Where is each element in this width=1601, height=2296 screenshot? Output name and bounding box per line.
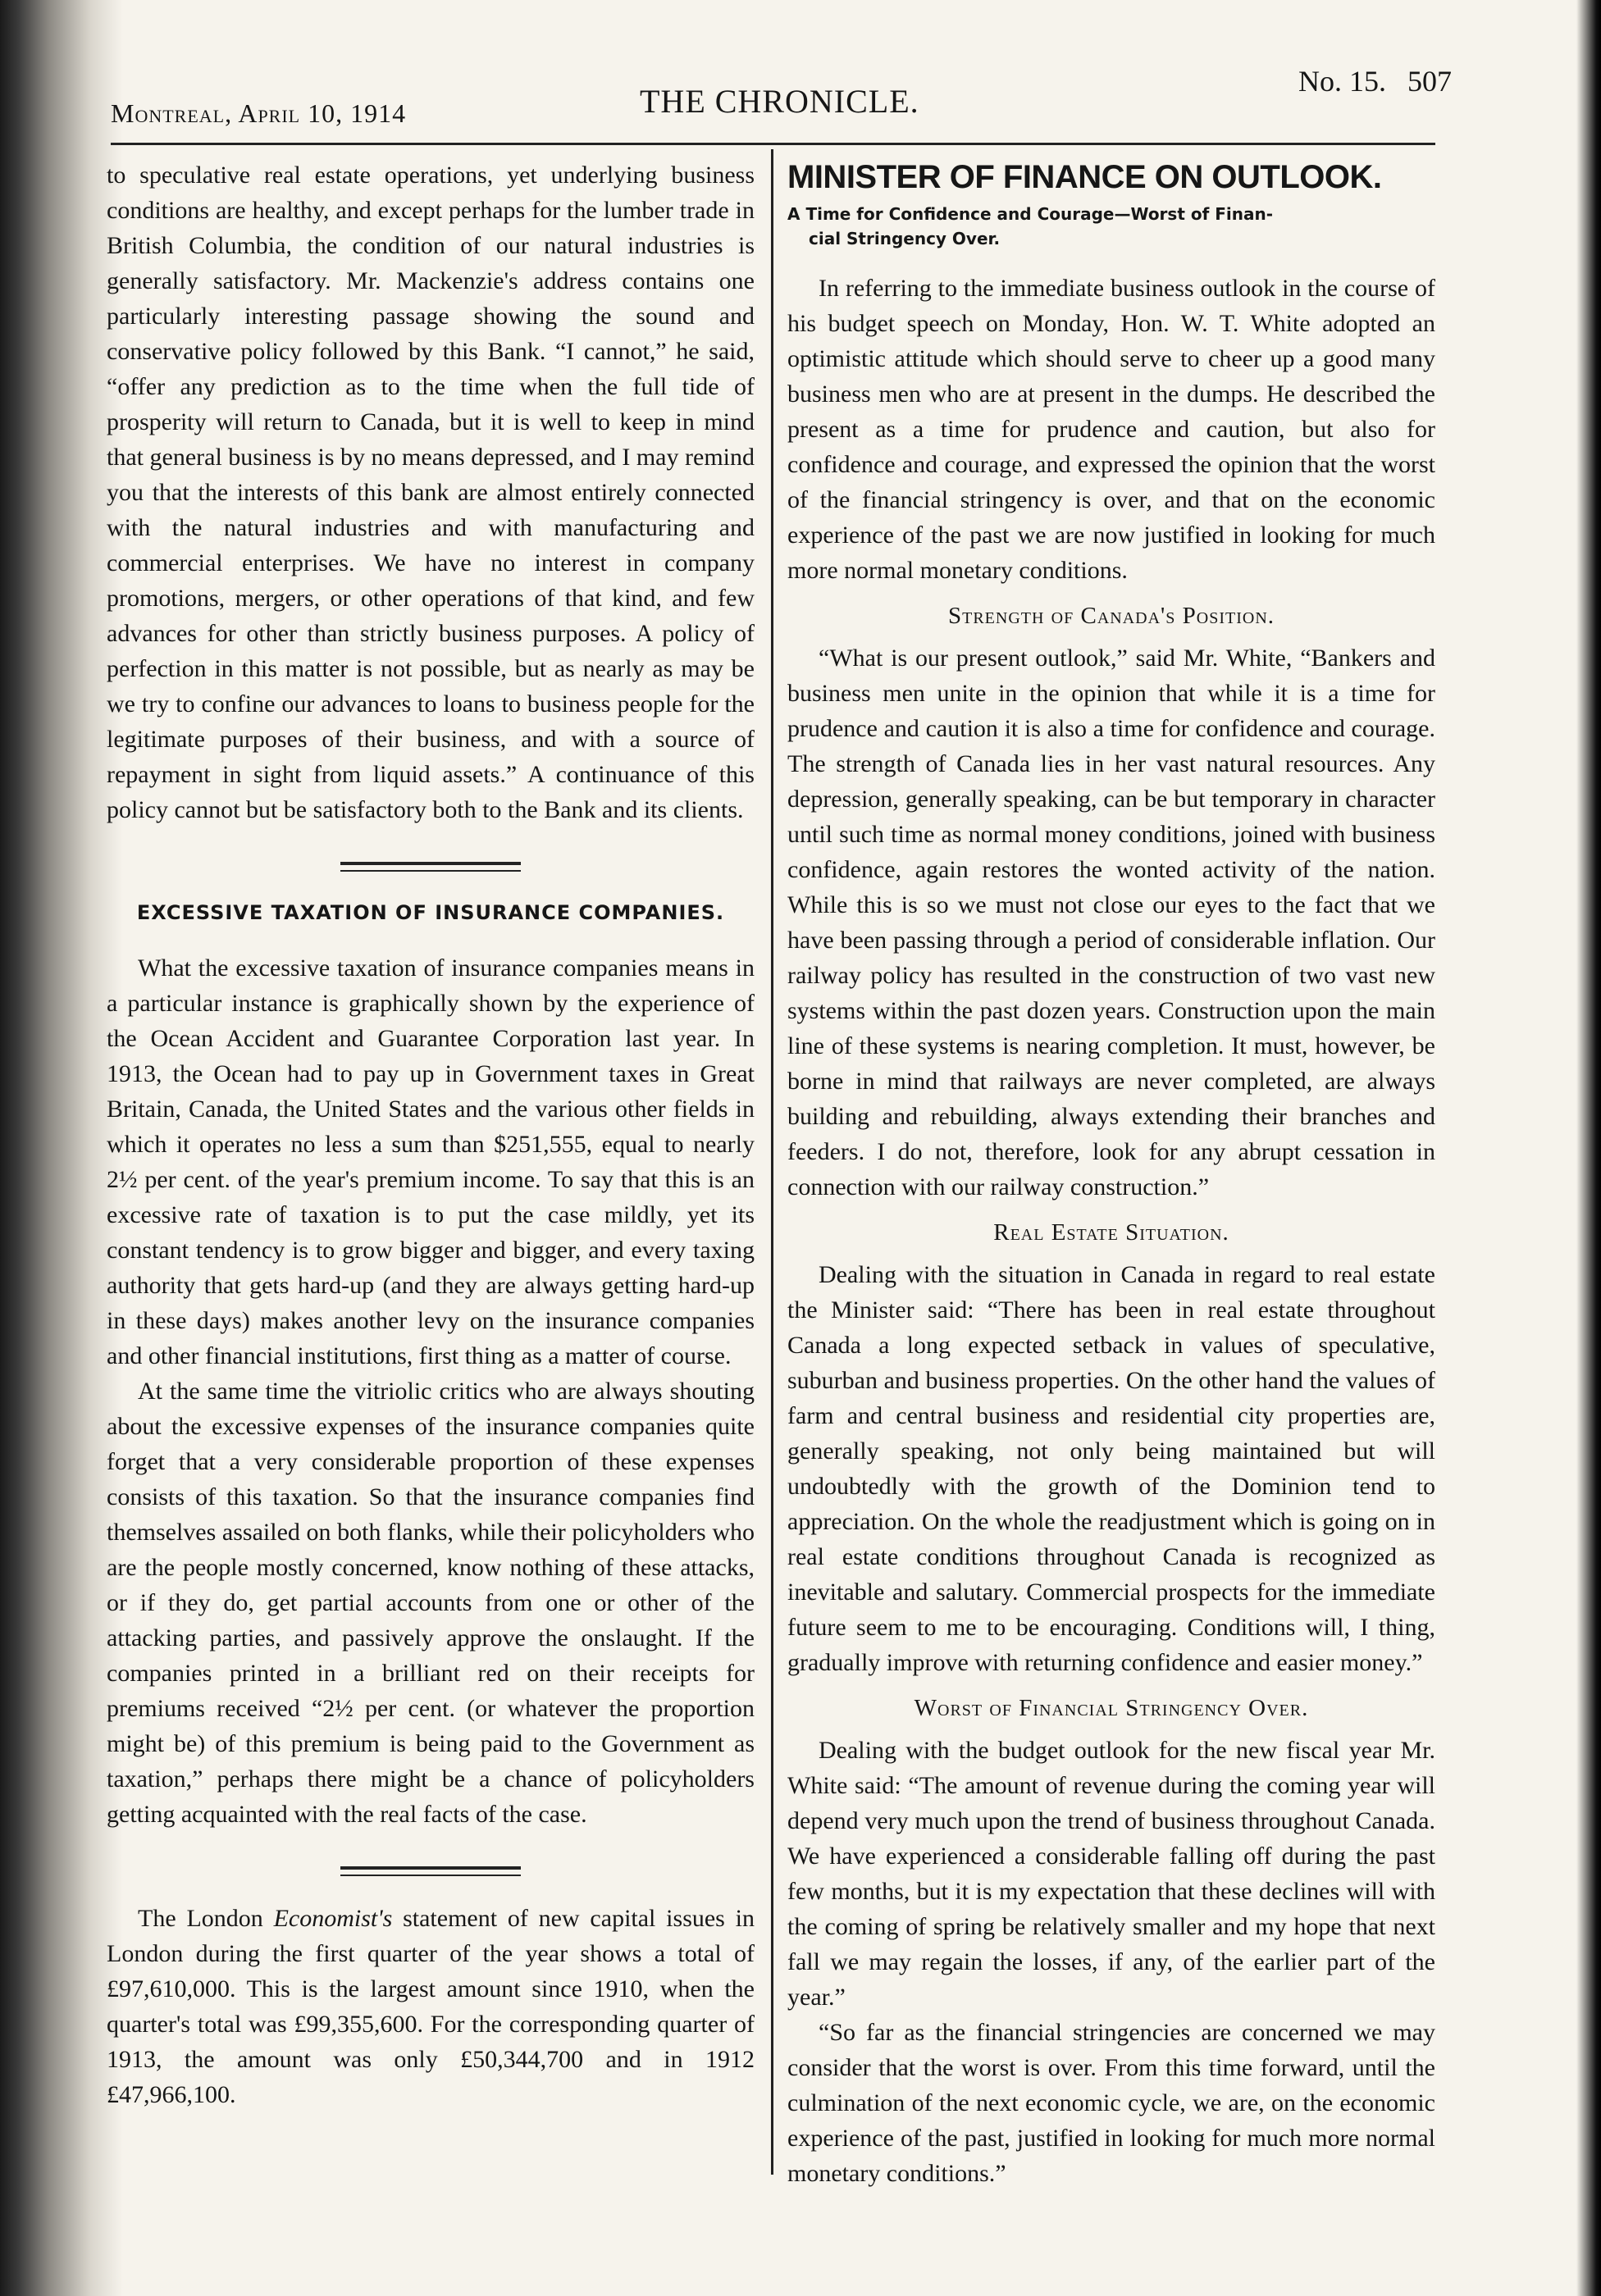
article-heading-insurance-taxation: EXCESSIVE TAXATION OF INSURANCE COMPANIES. (136, 901, 725, 924)
insurance-paragraph-2: At the same time the vitriolic critics who are always shouting about the excessive expenses of the insurance companies quite forget that a very considerable proportion of these expenses consists of this taxation. So that the insurance companies find themselves assailed on both flanks, while their policyholders who are the people mostly concerned, know nothing of these attacks, or if they do, get partial accounts from one or other of the attacking parties, and passively approve the onslaught. If the companies printed in a brilliant red on their receipts for premiums received “2½ per cent. (or whatever the proportion might be) of this premium is being paid to the Government as taxation,” perhaps there might be a chance of policyholders getting acquainted with the real facts of the case. (107, 1378, 755, 1828)
minister-paragraph-3: Dealing with the situation in Canada in regard to real estate the Minister said: “There has been in real estate throughout Canada a long expected setback in values of speculative, suburban and business properties. On the other hand the values of farm and central business and residential city properties are, generally speaking, not only being maintained but will undoubtedly with the growth of the Dominion tend to appreciation. On the whole the readjustment which is going on in real estate conditions throughout Canada is recognized as inevitable and salutary. Commercial prospects for the immediate future seem to me to be encouraging. Conditions will, I thing, gradually improve with returning confidence and easier money.” (787, 1261, 1435, 1676)
minister-paragraph-2: “What is our present outlook,” said Mr. White, “Bankers and business men unite in the opinion that while it is a time for prudence and caution it is also a time for confidence and courage. The strength of Canada lies in her vast natural resources. Any depression, generally speaking, can be but temporary in character until such time as normal money conditions, joined with business confidence, again restores the wonted activity of the nation. While this is so we must not close our eyes to the fact that we have been passing through a period of considerable inflation. Our railway policy has resulted in the construction of two vast new systems within the past dozen years. Construction upon the main line of these systems is nearing completion. It must, however, be borne in mind that railways are never completed, are always building and rebuilding, always extending their branches and feeders. I do not, therefore, look for any abrupt cessation in connection with our railway construction.” (787, 645, 1435, 1200)
section-heading-real-estate: Real Estate Situation. (993, 1219, 1229, 1246)
article-heading-minister-finance: MINISTER OF FINANCE ON OUTLOOK. (787, 159, 1382, 195)
newspaper-page (107, 57, 1452, 2222)
header-place-date: Montreal, April 10, 1914 (111, 98, 407, 128)
section-heading-strength: Strength of Canada's Position. (947, 603, 1275, 629)
header-issue-page (1277, 64, 1452, 98)
page-edge-shadow (1576, 0, 1601, 2296)
left-column (107, 157, 755, 2112)
section-separator (340, 1866, 521, 1876)
article-subheading-line-1: A Time for Confidence and Courage—Worst of Finan- (787, 204, 1274, 224)
article-subheading-line-2: cial Stringency Over. (809, 229, 1001, 248)
economist-paragraph-rest: statement of new capital issues in London during the first quarter of the year shows a total of £97,610,000. This is the largest amount since 1910, when the quarter's total was £99,355,600. For the corresponding quarter of 1913, the amount was only £50,344,700 and in 1912 £47,966,100. (107, 1905, 755, 2108)
article-subheading (787, 202, 1435, 251)
minister-paragraph-4: Dealing with the budget outlook for the new fiscal year Mr. White said: “The amount of revenue during the coming year will depend very much upon the trend of business throughout Canada. We have experienced a considerable falling off during the past few months, but it is my expectation that these declines will with the coming of spring be relatively smaller and my hope that next fall we may regain the losses, if any, of the earlier part of the year.” (787, 1737, 1435, 2011)
header-rule (111, 143, 1435, 145)
page-header (107, 57, 1452, 148)
economist-paragraph-start: The London (138, 1905, 274, 1932)
header-title: THE CHRONICLE. (640, 83, 919, 120)
right-column (787, 157, 1435, 2191)
column-divider (771, 149, 773, 2175)
book-binding-shadow (0, 0, 123, 2296)
header-page-number: 507 (1407, 65, 1452, 98)
section-heading-worst-over: Worst of Financial Stringency Over. (914, 1695, 1309, 1721)
economist-title-italic: Economist's (273, 1905, 393, 1932)
minister-paragraph-5: “So far as the financial stringencies are concerned we may consider that the worst is over. From this time forward, until the culmination of the next economic cycle, we are, on the economic experience of the past, justified in looking for much more normal monetary conditions.” (787, 2019, 1435, 2187)
minister-paragraph-1: In referring to the immediate business outlook in the course of his budget speech on Monday, Hon. W. T. White adopted an optimistic attitude which should serve to cheer up a good many business men who are at present in the dumps. He described the present as a time for prudence and caution, but also for confidence and courage, and expressed the opinion that the worst of the financial stringency is over, and that on the economic experience of the past we are now justified in looking for much more normal monetary conditions. (787, 275, 1435, 584)
insurance-paragraph-1: What the excessive taxation of insurance companies means in a particular instance is graphically shown by the experience of the Ocean Accident and Guarantee Corporation last year. In 1913, the Ocean had to pay up in Government taxes in Great Britain, Canada, the United States and the various other fields in which it operates no less a sum than $251,555, equal to nearly 2½ per cent. of the year's premium income. To say that this is an excessive rate of taxation is to put the case mildly, yet its constant tendency is to grow bigger and bigger, and every taxing authority that gets hard-up (and they are always getting hard-up in these days) makes another levy on the insurance companies and other financial institutions, first thing as a matter of course. (107, 954, 755, 1369)
section-separator (340, 862, 521, 872)
header-issue-number: No. 15. (1298, 65, 1386, 98)
article-continuation-paragraph: to speculative real estate operations, yet underlying business conditions are healthy, and except perhaps for the lumber trade in British Columbia, the condition of our natural industries is generally satisfactory. Mr. Mackenzie's address contains one particularly interesting passage showing the sound and conservative policy followed by this Bank. “I cannot,” he said, “offer any prediction as to the time when the full tide of prosperity will return to Canada, but it is well to keep in mind that general business is by no means depressed, and I may remind you that the interests of this bank are almost entirely connected with the natural industries and with manufacturing and commercial enterprises. We have no interest in company promotions, mergers, or other operations of that kind, and few advances for other than strictly business purposes. A policy of perfection in this matter is not possible, but as nearly as may be we try to confine our advances to loans to business people for the legitimate purposes of their business, and with a source of repayment in sight from liquid assets.” A continuance of this policy cannot but be satisfactory both to the Bank and its clients. (107, 162, 755, 823)
economist-paragraph (107, 1901, 755, 2112)
